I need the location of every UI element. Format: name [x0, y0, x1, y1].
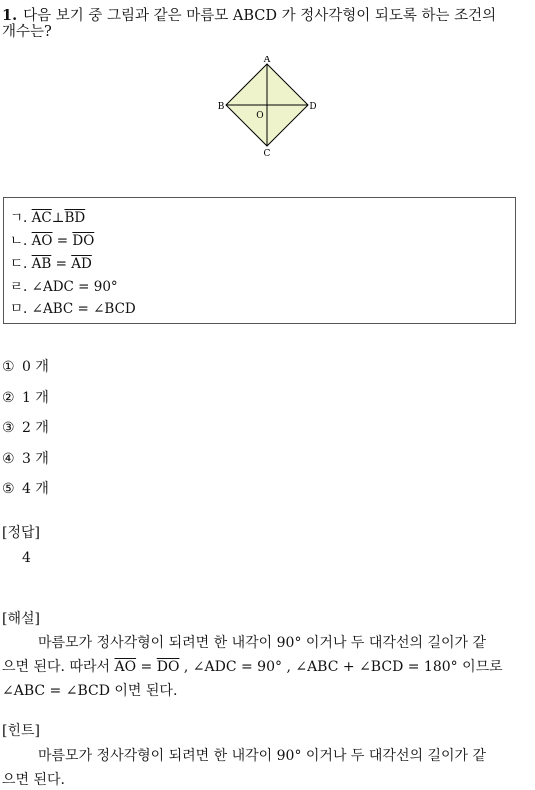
- segment-do: $\overline{DO}$: [72, 233, 95, 249]
- question-line-1: [2, 6, 496, 26]
- question-number: 1.: [2, 7, 18, 24]
- condition-item: [10, 232, 94, 250]
- condition-text: ∠ADC = 90°: [31, 279, 118, 295]
- condition-item: [10, 209, 85, 227]
- explanation-line-1: 마름모가 정사각형이 되려면 한 내각이 90° 이거나 두 대각선의 길이가 같: [38, 635, 486, 651]
- rhombus-diagram: [212, 56, 322, 160]
- choice-text: 1 개: [22, 390, 49, 406]
- hint-line-1: 마름모가 정사각형이 되려면 한 내각이 90° 이거나 두 대각선의 길이가 같: [38, 748, 486, 764]
- choice-2[interactable]: [2, 389, 49, 407]
- condition-marker: ㄱ.: [10, 210, 28, 226]
- choice-marker: ①: [2, 359, 15, 375]
- vertex-label-a: A: [263, 56, 271, 65]
- condition-item: [10, 300, 136, 318]
- explanation-line-2: [2, 658, 503, 676]
- segment-bd: $\overline{BD}$: [64, 210, 86, 226]
- choice-text: 0 개: [22, 359, 49, 375]
- condition-marker: ㄴ.: [10, 233, 28, 249]
- condition-text: ∠ABC = ∠BCD: [31, 301, 136, 317]
- segment-ao: $\overline{AO}$: [31, 233, 53, 249]
- answer-label: [정답]: [2, 525, 40, 541]
- segment-do: $\overline{DO}$: [156, 659, 180, 675]
- choice-5[interactable]: [2, 480, 49, 498]
- choice-3[interactable]: [2, 419, 49, 437]
- answer-value: 4: [22, 550, 31, 566]
- vertex-label-b: B: [217, 102, 225, 112]
- explanation-text: 으면 된다. 따라서: [2, 659, 111, 675]
- choice-4[interactable]: [2, 450, 49, 468]
- condition-item: [10, 255, 92, 273]
- condition-marker: ㄷ.: [10, 256, 28, 272]
- segment-ab: $\overline{AB}$: [31, 256, 52, 272]
- vertex-label-c: C: [263, 149, 271, 159]
- segment-ad: $\overline{AD}$: [71, 256, 92, 272]
- choice-text: 4 개: [22, 481, 49, 497]
- hint-label: [힌트]: [2, 723, 40, 739]
- explanation-line-3: ∠ABC = ∠BCD 이면 된다.: [2, 683, 178, 699]
- segment-ac: $\overline{AC}$: [31, 210, 52, 226]
- choice-marker: ⑤: [2, 481, 15, 497]
- explanation-label: [해설]: [2, 611, 40, 627]
- question-text-2: 개수는?: [2, 24, 52, 40]
- center-label-o: O: [256, 111, 264, 121]
- question-text-1: 다음 보기 중 그림과 같은 마름모 ABCD 가 정사각형이 되도록 하는 조건의: [23, 8, 497, 24]
- vertex-label-d: D: [309, 102, 317, 112]
- explanation-text: , ∠ADC = 90° , ∠ABC + ∠BCD = 180° 이므로: [179, 659, 503, 675]
- condition-marker: ㄹ.: [10, 279, 28, 295]
- choice-marker: ③: [2, 420, 15, 436]
- condition-item: [10, 278, 118, 296]
- equals-symbol: =: [136, 659, 157, 675]
- perpendicular-symbol: ⊥: [51, 210, 65, 226]
- equals-symbol: =: [52, 233, 73, 249]
- choice-marker: ④: [2, 451, 15, 467]
- conditions-box: [3, 197, 516, 324]
- choice-1[interactable]: [2, 358, 49, 376]
- choice-marker: ②: [2, 390, 15, 406]
- hint-line-2: 으면 된다.: [2, 772, 65, 788]
- choice-text: 3 개: [22, 451, 49, 467]
- segment-ao: $\overline{AO}$: [114, 659, 137, 675]
- choice-text: 2 개: [22, 420, 49, 436]
- equals-symbol: =: [51, 256, 72, 272]
- condition-marker: ㅁ.: [10, 301, 28, 317]
